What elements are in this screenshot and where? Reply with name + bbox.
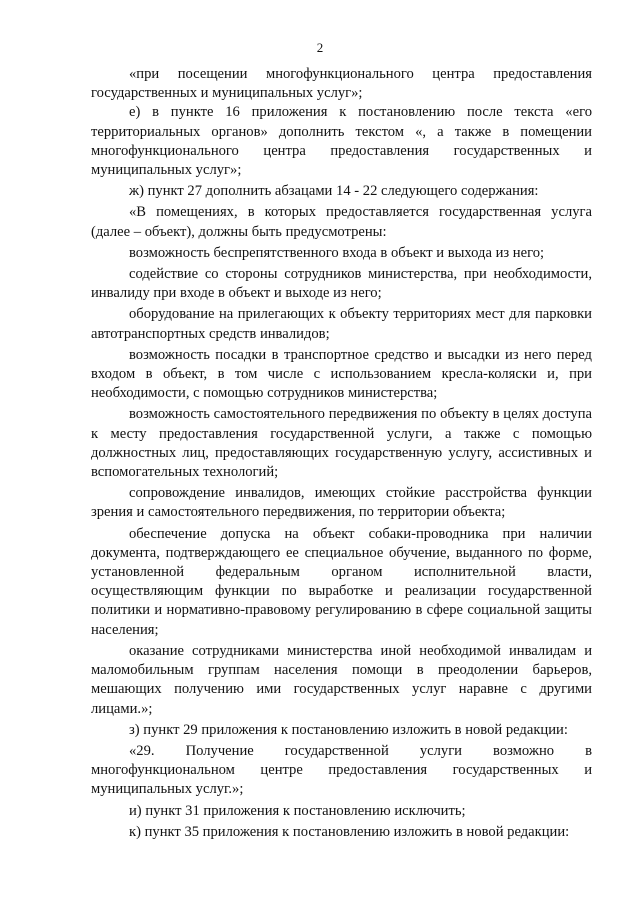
- paragraph: ж) пункт 27 дополнить абзацами 14 - 22 следующего содержания:: [129, 183, 539, 200]
- paragraph: «29. Получение государственной услуги возможно в многофункциональном центре предоставления государственных и муниципальных услуг.»;: [91, 742, 592, 798]
- paragraph: е) в пункте 16 приложения к постановлению после текста «его территориальных органов» дополнить текстом «, а также в помещении многофункционального центра предоставления государственных и муниципальных услуг»;: [91, 104, 592, 179]
- paragraph: возможность беспрепятственного входа в объект и выхода из него;: [129, 244, 545, 261]
- paragraph: содействие со стороны сотрудников министерства, при необходимости, инвалиду при входе в объект и выходе из него;: [91, 266, 592, 302]
- paragraph: «В помещениях, в которых предоставляется государственная услуга (далее – объект), должны быть предусмотрены:: [91, 204, 592, 240]
- paragraph: возможность самостоятельного передвижения по объекту в целях доступа к месту предоставления государственной услуги, а также с помощью должностных лиц, предоставляющих государственную услугу, ассистивных и вспомогательных технологий;: [91, 406, 592, 481]
- document-body: [91, 65, 592, 842]
- paragraph: обеспечение допуска на объект собаки-проводника при наличии документа, подтверждающего ее специальное обучение, выданного по форме, установленной федеральным органом исполнительной власти, осуществляющим функции по выработке и реализации государственной политики и нормативно-правовому регулированию в сфере социальной защиты населения;: [91, 525, 592, 638]
- paragraph: и) пункт 31 приложения к постановлению исключить;: [129, 802, 466, 819]
- paragraph: з) пункт 29 приложения к постановлению изложить в новой редакции:: [129, 721, 568, 738]
- paragraph: «при посещении многофункционального центра предоставления государственных и муниципальных услуг»;: [91, 66, 592, 102]
- paragraph: к) пункт 35 приложения к постановлению изложить в новой редакции:: [129, 823, 570, 840]
- page-number: 2: [316, 40, 324, 55]
- paragraph: сопровождение инвалидов, имеющих стойкие расстройства функции зрения и самостоятельного передвижения, по территории объекта;: [91, 485, 592, 521]
- paragraph: оборудование на прилегающих к объекту территориях мест для парковки автотранспортных средств инвалидов;: [91, 306, 592, 342]
- paragraph: оказание сотрудниками министерства иной необходимой инвалидам и маломобильным группам населения помощи в преодолении барьеров, мешающих получению ими государственных услуг наравне с другими лицами.»;: [91, 642, 592, 717]
- paragraph: возможность посадки в транспортное средство и высадки из него перед входом в объект, в том числе с использованием кресла-коляски и, при необходимости, с помощью сотрудников министерства;: [91, 346, 592, 402]
